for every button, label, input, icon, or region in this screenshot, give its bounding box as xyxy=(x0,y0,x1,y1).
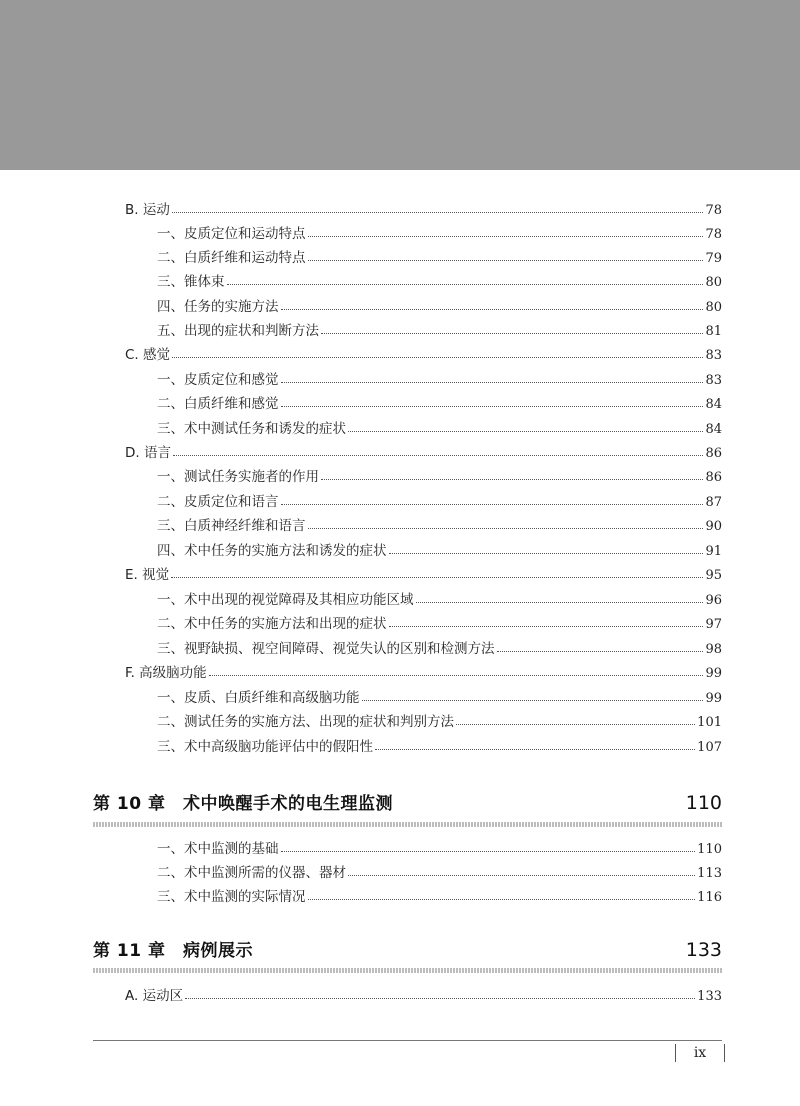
toc-item[interactable] xyxy=(157,223,722,245)
dot-leader xyxy=(362,699,704,701)
chapter-10-heading[interactable] xyxy=(93,790,722,816)
toc-item[interactable] xyxy=(157,296,722,318)
toc-entry-page: 99 xyxy=(705,666,722,681)
toc-entry-page: 96 xyxy=(705,593,722,608)
toc-item[interactable] xyxy=(157,838,722,860)
toc-entry-page: 116 xyxy=(697,890,722,905)
toc-entry-title: 一、术中出现的视觉障碍及其相应功能区域 xyxy=(157,592,414,608)
toc-section-e[interactable] xyxy=(125,564,722,586)
toc-entry-title: 二、术中监测所需的仪器、器材 xyxy=(157,865,346,881)
toc-item[interactable] xyxy=(157,320,722,342)
toc-item[interactable] xyxy=(157,369,722,391)
toc-section-f[interactable] xyxy=(125,662,722,684)
toc-entry-page: 95 xyxy=(705,568,722,583)
toc-entry-page: 98 xyxy=(705,642,722,657)
toc-entry-title: A. 运动区 xyxy=(125,988,184,1004)
toc-item[interactable] xyxy=(157,271,722,293)
toc-entry-title: 三、锥体束 xyxy=(157,274,225,290)
toc-item[interactable] xyxy=(157,711,722,733)
dot-leader xyxy=(281,405,704,407)
toc-entry-title: C. 感觉 xyxy=(125,347,171,363)
toc-entry-title: 一、皮质定位和感觉 xyxy=(157,372,279,388)
toc-section-d[interactable] xyxy=(125,442,722,464)
toc-entry-page: 84 xyxy=(705,422,722,437)
toc-entry-title: 一、皮质、白质纤维和高级脑功能 xyxy=(157,690,360,706)
toc-item[interactable] xyxy=(157,638,722,660)
toc-entry-title: 二、白质纤维和运动特点 xyxy=(157,250,306,266)
dot-leader xyxy=(375,748,695,750)
toc-entry-page: 83 xyxy=(705,348,722,363)
toc-item[interactable] xyxy=(157,418,722,440)
toc-entry-page: 113 xyxy=(697,866,722,881)
dot-leader xyxy=(308,898,696,900)
toc-item[interactable] xyxy=(157,491,722,513)
toc-entry-page: 80 xyxy=(705,300,722,315)
dot-leader xyxy=(416,601,704,603)
toc-entry-page: 78 xyxy=(705,227,722,242)
toc-entry-title: F. 高级脑功能 xyxy=(125,665,207,681)
toc-item[interactable] xyxy=(157,613,722,635)
toc-entry-title: 一、测试任务实施者的作用 xyxy=(157,469,319,485)
chapter-title: 第 11 章 病例展示 xyxy=(93,941,253,961)
dot-leader xyxy=(348,430,703,432)
toc-entry-page: 91 xyxy=(705,544,722,559)
toc-entry-page: 101 xyxy=(697,715,722,730)
toc-entry-page: 97 xyxy=(705,617,722,632)
dot-leader xyxy=(185,997,695,999)
dot-leader xyxy=(456,723,695,725)
chapter-page: 133 xyxy=(685,939,722,961)
toc-entry-title: 二、白质纤维和感觉 xyxy=(157,396,279,412)
toc-entry-title: 四、任务的实施方法 xyxy=(157,299,279,315)
toc-entry-page: 133 xyxy=(697,989,722,1004)
dot-leader xyxy=(172,211,704,213)
toc-item[interactable] xyxy=(157,886,722,908)
toc-item[interactable] xyxy=(157,540,722,562)
toc-section-c[interactable] xyxy=(125,344,722,366)
footer-page-number: ix xyxy=(675,1044,725,1062)
toc-entry-title: 一、皮质定位和运动特点 xyxy=(157,226,306,242)
dot-leader xyxy=(281,503,704,505)
dot-leader xyxy=(173,454,703,456)
toc-section-a[interactable] xyxy=(125,985,722,1007)
toc-item[interactable] xyxy=(157,736,722,758)
dot-leader xyxy=(281,381,704,383)
toc-entry-title: 三、白质神经纤维和语言 xyxy=(157,518,306,534)
dot-leader xyxy=(172,356,703,358)
chapter-rule xyxy=(93,968,722,973)
dot-leader xyxy=(209,674,704,676)
dot-leader xyxy=(281,850,696,852)
dot-leader xyxy=(308,259,704,261)
toc-entry-title: 三、视野缺损、视空间障碍、视觉失认的区别和检测方法 xyxy=(157,641,495,657)
toc-item[interactable] xyxy=(157,687,722,709)
dot-leader xyxy=(497,650,704,652)
toc-entry-page: 99 xyxy=(705,691,722,706)
toc-entry-page: 86 xyxy=(705,446,722,461)
dot-leader xyxy=(227,283,704,285)
dot-leader xyxy=(308,235,704,237)
toc-entry-title: B. 运动 xyxy=(125,202,170,218)
header-banner xyxy=(0,0,800,170)
toc-entry-title: 五、出现的症状和判断方法 xyxy=(157,323,319,339)
dot-leader xyxy=(389,552,704,554)
toc-entry-page: 86 xyxy=(705,470,722,485)
toc-entry-page: 107 xyxy=(697,740,722,755)
footer-rule xyxy=(93,1040,722,1041)
dot-leader xyxy=(389,625,704,627)
toc-entry-title: 二、皮质定位和语言 xyxy=(157,494,279,510)
toc-item[interactable] xyxy=(157,862,722,884)
toc-entry-page: 110 xyxy=(697,842,722,857)
toc-item[interactable] xyxy=(157,515,722,537)
dot-leader xyxy=(308,527,704,529)
dot-leader xyxy=(281,308,704,310)
toc-entry-title: 三、术中测试任务和诱发的症状 xyxy=(157,421,346,437)
chapter-rule xyxy=(93,822,722,827)
toc-entry-title: D. 语言 xyxy=(125,445,171,461)
toc-section-b[interactable] xyxy=(125,199,722,221)
toc-entry-page: 84 xyxy=(705,397,722,412)
chapter-title: 第 10 章 术中唤醒手术的电生理监测 xyxy=(93,794,393,814)
toc-entry-page: 83 xyxy=(705,373,722,388)
toc-entry-page: 90 xyxy=(705,519,722,534)
dot-leader xyxy=(348,874,695,876)
dot-leader xyxy=(321,478,703,480)
chapter-11-heading[interactable] xyxy=(93,937,722,963)
toc-entry-title: 四、术中任务的实施方法和诱发的症状 xyxy=(157,543,387,559)
toc-item[interactable] xyxy=(157,247,722,269)
chapter-page: 110 xyxy=(685,792,722,814)
dot-leader xyxy=(321,332,703,334)
toc-entry-page: 81 xyxy=(705,324,722,339)
dot-leader xyxy=(171,576,703,578)
toc-entry-page: 78 xyxy=(705,203,722,218)
toc-entry-title: E. 视觉 xyxy=(125,567,170,583)
toc-item[interactable] xyxy=(157,466,722,488)
toc-item[interactable] xyxy=(157,393,722,415)
toc-entry-title: 一、术中监测的基础 xyxy=(157,841,279,857)
toc-entry-title: 二、测试任务的实施方法、出现的症状和判别方法 xyxy=(157,714,454,730)
toc-item[interactable] xyxy=(157,589,722,611)
toc-entry-title: 三、术中监测的实际情况 xyxy=(157,889,306,905)
toc-entry-page: 80 xyxy=(705,275,722,290)
toc-entry-page: 87 xyxy=(705,495,722,510)
toc-entry-page: 79 xyxy=(705,251,722,266)
toc-entry-title: 三、术中高级脑功能评估中的假阳性 xyxy=(157,739,373,755)
toc-entry-title: 二、术中任务的实施方法和出现的症状 xyxy=(157,616,387,632)
